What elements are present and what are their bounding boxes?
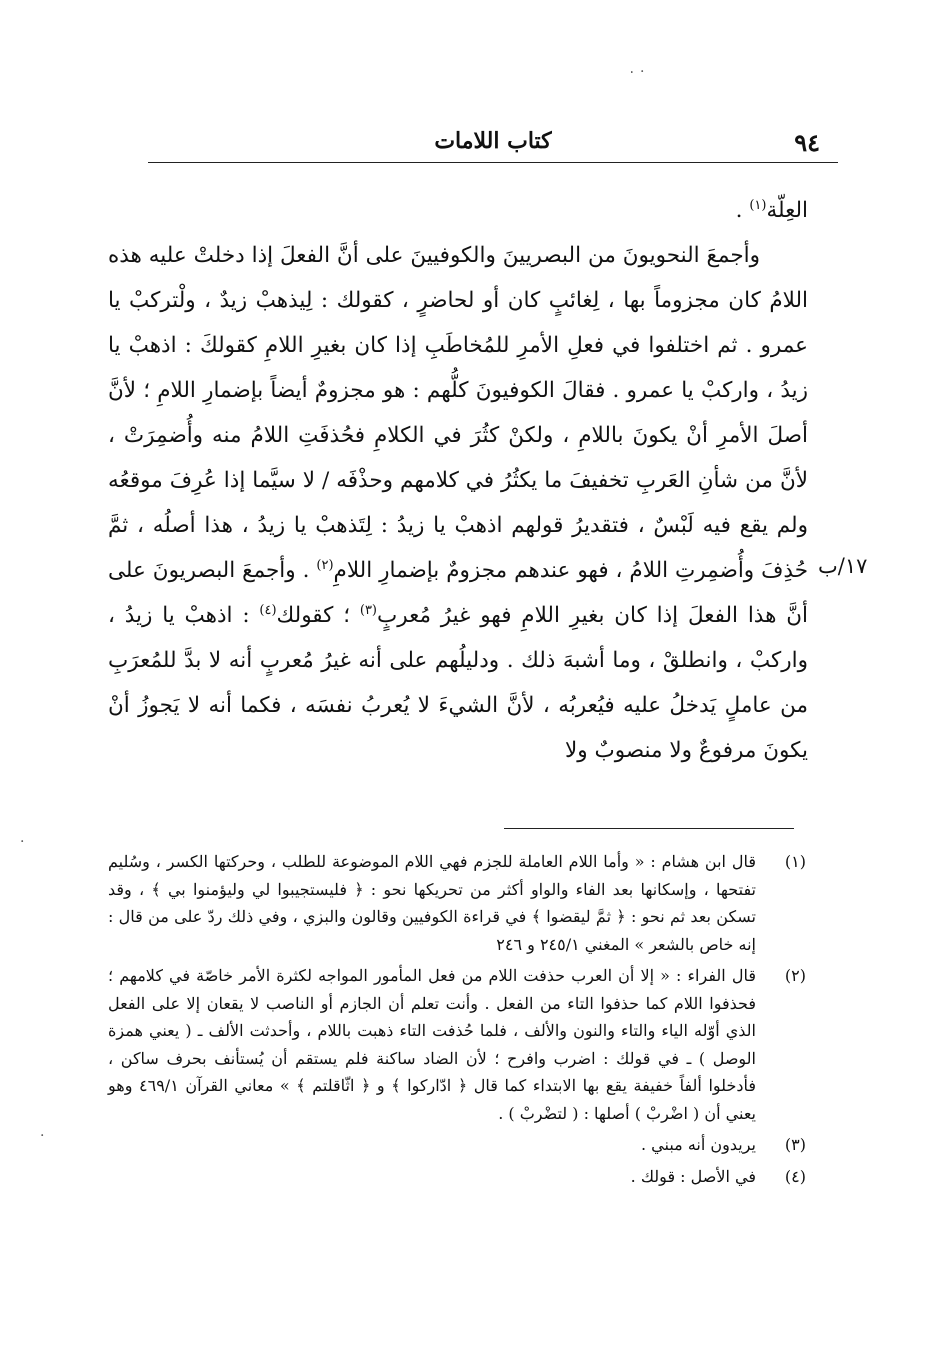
folio-margin-note: ١٧/ب (818, 554, 868, 578)
footnote-text: يريدون أنه مبني . (641, 1135, 756, 1154)
footnote (108, 848, 806, 958)
footnote-text: قال ابن هشام : « وأما اللام العاملة للجزم فهي اللام الموضوعة للطلب ، وحركتها الكسر ، وسُليم تفتحها ، وإسكانها بعد الفاء والواو أكثر من تحريكها نحو : ﴿ فليستجيبوا لي وليؤمنوا بي ﴾ ، وقد تسكن بعد ثم نحو : ﴿ ثمَّ ليقضوا ﴾ في قراءة الكوفيين وقالون والبزي ، وفي ذلك ردّ على من قال : إنه خاص بالشعر » المغني ٢٤٥/١ و ٢٤٦ (108, 852, 757, 954)
footnote (108, 962, 806, 1127)
paragraph-text: . وأجمعَ البصريونَ على أنَّ هذا الفعلَ إذا كان بغيرِ اللامِ فهو غيرُ مُعربٍ (108, 558, 808, 628)
stray-mark: ٠ · (628, 64, 645, 80)
opening-end: . (735, 198, 750, 223)
footnote-ref-2: (٢) (316, 557, 334, 573)
footnote (108, 1131, 806, 1159)
paragraph-text: وأجمعَ النحويونَ من البصريينَ والكوفيينَ على أنَّ الفعلَ إذا دخلتْ عليه هذه اللامُ كان مجزوماً بها ، لِغائبٍ كان أو لحاضرٍ ، كقولك : لِيذهبْ زيدٌ ، ولْتركبْ يا عمرو . ثم اختلفوا في فعلِ الأمرِ للمُخاطَبِ إذا كان بغيرِ اللامِ كقولكَ : اذهبْ يا زيدُ ، واركبْ يا عمرو . فقالَ الكوفيونَ كلُّهم : هو مجزومٌ أيضاً بإضمارِ اللامِ ؛ لأنَّ أصلَ الأمرِ أنْ يكونَ باللامِ ، ولكنْ كثُرَ في الكلامِ فحُذفَتِ اللامُ منه وأُضمِرَتْ ، لأنَّ من شأنِ العَربِ تخفيفَ ما يكثُرُ في كلامهم وحذْفَه / لا سيَّما إذا عُرِفَ موقعُه ولم يقع فيه لَبْسٌ ، فتقديرُ قولهم اذهبْ يا زيدُ : لِتَذهبْ يا زيدُ ، هذا أصلُه ، ثمَّ حُذِفَ وأُضمِرتِ اللامُ ، فهو عندهم مجزومٌ بإضمارِ اللامِ (108, 243, 808, 583)
paragraph-text: ؛ كقولك (276, 603, 360, 628)
paragraph (108, 233, 808, 773)
main-text (108, 188, 808, 773)
page-number: ٩٤ (794, 128, 820, 157)
footnote-number: (٢) (784, 966, 806, 985)
stray-mark: · (20, 834, 25, 850)
paragraph-text: : اذهبْ يا زيدُ ، واركبْ ، وانطلقْ ، وما أشبهَ ذلك . ودليلُهم على أنه غيرُ مُعربٍ أنه لا بدَّ للمُعرَبِ من عاملٍ يَدخلُ عليه فيُعربُه ، لأنَّ الشيءَ لا يُعربُ نفسَه ، فكما أنه لا يَجوزُ أنْ يكونَ مرفوعٌ ولا منصوبٌ ولا (108, 603, 808, 763)
footnote-separator (504, 828, 794, 829)
running-title: كتاب اللامات (434, 128, 552, 154)
footnote-number: (١) (784, 852, 806, 871)
footnote-text: قال الفراء : « إلا أن العرب حذفت اللام من فعل المأمور المواجه لكثرة الأمر خاصّة في كلامهم ؛ فحذفوا اللام كما حذفوا التاء من الفعل . وأنت تعلم أن الجازم أو الناصب لا يقعان إلا على الفعل الذي أوّله الياء والتاء والنون والألف ، فلما حُذفت التاء ذهبت باللام ، وأحدثت الألف ـ ( يعني همزة الوصل ) ـ في قولك : اضرب وافرح ؛ لأن الضاد ساكنة فلم يستقم أن يُستأنف بحرف ساكن ، فأدخلوا ألفاً خفيفة يقع بها الابتداء كما قال ﴿ ادّاركوا ﴾ و ﴿ اثّاقلتم ﴾ » معاني القرآن ٤٦٩/١ وهو يعني أن ( اضْربْ ) أصلها : ( لتضْربْ ) . (108, 966, 757, 1123)
stray-mark: · (40, 1128, 45, 1144)
footnotes (108, 848, 806, 1194)
footnote-number: (٣) (784, 1135, 806, 1154)
page-header (148, 128, 838, 163)
footnote-ref-1: (١) (749, 197, 767, 213)
footnote-ref-3: (٣) (359, 602, 377, 618)
opening-line (108, 188, 808, 233)
footnote (108, 1163, 806, 1191)
opening-word: العِلّة (766, 198, 808, 223)
footnote-text: في الأصل : قولك . (630, 1166, 756, 1186)
footnote-number: (٤) (784, 1166, 806, 1186)
footnote-ref-4: (٤) (259, 602, 277, 618)
